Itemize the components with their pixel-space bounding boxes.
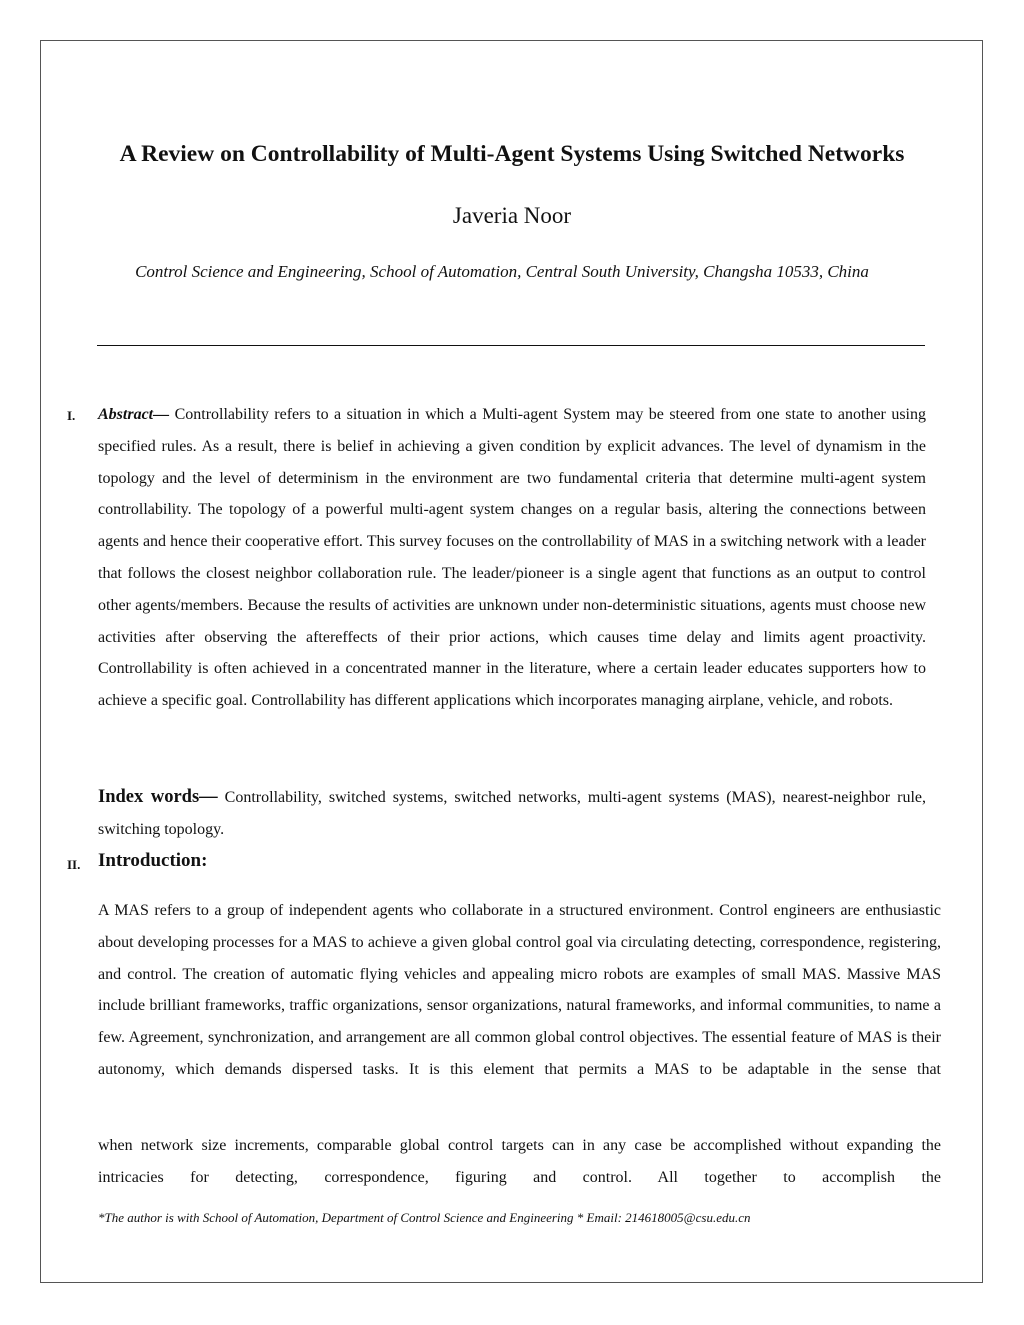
index-words-lead: Index words— (98, 787, 218, 807)
author-footnote: *The author is with School of Automation, Department of Control Science and Engineering * Email: 214618005@csu.edu.cn (98, 1210, 751, 1225)
section-numeral-abstract: I. (67, 408, 76, 423)
section-numeral-introduction: II. (67, 857, 81, 872)
abstract-lead: Abstract— (98, 406, 170, 423)
author-name: Javeria Noor (452, 203, 572, 228)
abstract-text: Controllability refers to a situation in which a Multi-agent System may be steered from one state to another using specified rules. As a result, there is belief in achieving a given condition by explicit advances. The level of dynamism in the topology and the level of determinism in the environment are two fundamental criteria that determine multi-agent system controllability. The topology of a powerful multi-agent system changes on a regular basis, altering the connections between agents and hence their cooperative effort. This survey focuses on the controllability of MAS in a switching network with a leader that follows the closest neighbor collaboration rule. The leader/pioneer is a single agent that functions as an output to control other agents/members. Because the results of activities are unknown under non-deterministic situations, agents must choose new activities after observing the aftereffects of their prior actions, which causes time delay and limits agent proactivity. Controllability is often achieved in a concentrated manner in the literature, where a certain leader educates supporters how to achieve a specific goal. Controllability has different applications which incorporates managing airplane, vehicle, and robots. (98, 406, 927, 710)
author-affiliation: Control Science and Engineering, School of Automation, Central South University, Changsha 10533, China (135, 262, 869, 281)
introduction-heading: Introduction: (98, 850, 208, 871)
header-divider (97, 345, 925, 346)
abstract-paragraph (98, 399, 926, 717)
paper-title: A Review on Controllability of Multi-Agent Systems Using Switched Networks (119, 141, 905, 167)
index-words-text: Controllability, switched systems, switched networks, multi-agent systems (MAS), nearest-neighbor rule, switching topology. (98, 789, 927, 838)
index-words-paragraph (98, 782, 926, 846)
introduction-paragraph-1: A MAS refers to a group of independent agents who collaborate in a structured environment. Control engineers are enthusiastic about developing processes for a MAS to achieve a given global control goal via circulating detecting, correspondence, registering, and control. The creation of automatic flying vehicles and appealing micro robots are examples of small MAS. Massive MAS include brilliant frameworks, traffic organizations, sensor organizations, natural frameworks, and informal communities, to name a few. Agreement, synchronization, and arrangement are all common global control objectives. The essential feature of MAS is their autonomy, which demands dispersed tasks. It is this element that permits a MAS to be adaptable in the sense that (98, 902, 941, 1078)
introduction-paragraph-2: when network size increments, comparable global control targets can in any case be accomplished without expanding the intricacies for detecting, correspondence, figuring and control. All together to accomplish the (98, 1137, 941, 1186)
